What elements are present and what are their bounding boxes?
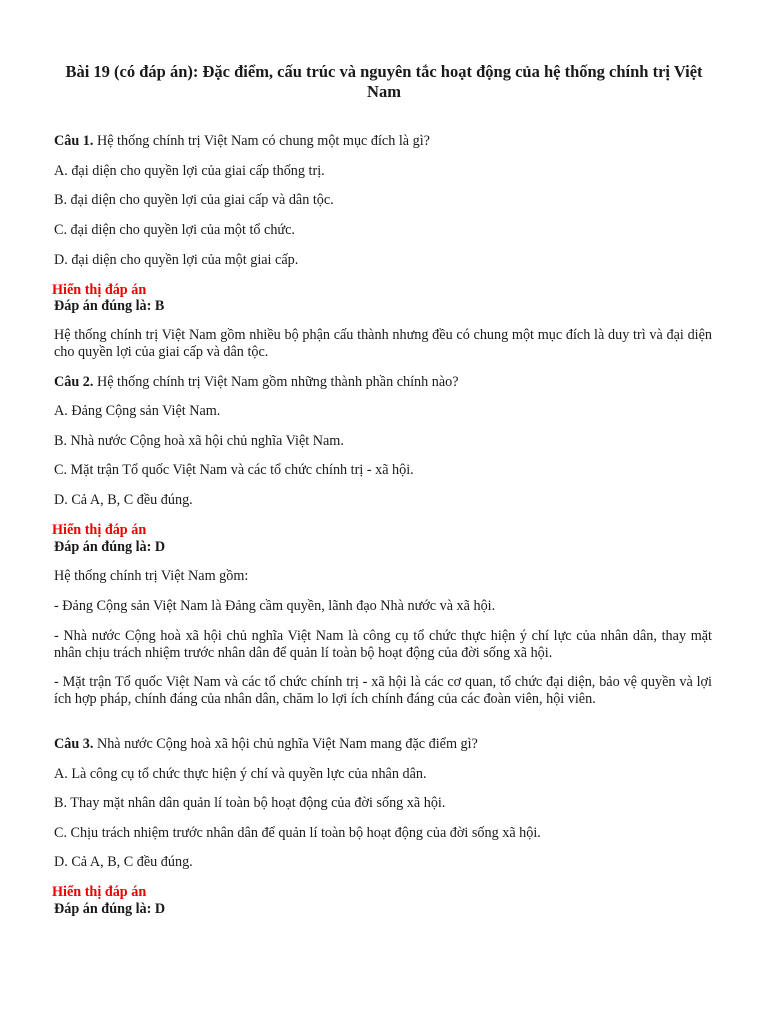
option-a: A. đại diện cho quyền lợi của giai cấp thống trị. (54, 163, 325, 179)
option-d: D. Cả A, B, C đều đúng. (54, 492, 193, 508)
question-number: Câu 3. (54, 736, 94, 752)
option-a: A. Đảng Cộng sản Việt Nam. (54, 403, 221, 419)
question-text: Hệ thống chính trị Việt Nam gồm những thành phần chính nào? (93, 374, 459, 390)
show-answer-link[interactable]: Hiển thị đáp án (52, 522, 147, 538)
option-b: B. đại diện cho quyền lợi của giai cấp và dân tộc. (54, 192, 334, 208)
option-b: B. Thay mặt nhân dân quản lí toàn bộ hoạt động của đời sống xã hội. (54, 795, 446, 811)
explanation-paragraph: Hệ thống chính trị Việt Nam gồm nhiều bộ phận cấu thành nhưng đều có chung một mục đích là duy trì và đại diện cho quyền lợi của giai cấp và dân tộc. (54, 327, 712, 360)
question-2 (54, 374, 459, 391)
question-text: Hệ thống chính trị Việt Nam có chung một mục đích là gì? (93, 133, 430, 149)
option-c: C. Mặt trận Tổ quốc Việt Nam và các tổ chức chính trị - xã hội. (54, 462, 414, 478)
question-number: Câu 2. (54, 374, 94, 390)
correct-answer: Đáp án đúng là: D (54, 539, 166, 555)
option-d: D. đại diện cho quyền lợi của một giai cấp. (54, 252, 299, 268)
explanation-paragraph: - Mặt trận Tổ quốc Việt Nam và các tổ chức chính trị - xã hội là các cơ quan, tổ chức đại diện, bảo vệ quyền và lợi ích hợp pháp, chính đáng của nhân dân, chăm lo lợi ích chính đáng của các đoàn viên, hội viên. (54, 674, 712, 707)
explanation-paragraph: Hệ thống chính trị Việt Nam gồm: (54, 568, 249, 584)
show-answer-link[interactable]: Hiển thị đáp án (52, 884, 147, 900)
question-3 (54, 736, 478, 753)
explanation-paragraph: - Đảng Cộng sản Việt Nam là Đảng cầm quyền, lãnh đạo Nhà nước và xã hội. (54, 598, 496, 614)
option-b: B. Nhà nước Cộng hoà xã hội chủ nghĩa Việt Nam. (54, 433, 344, 449)
question-text: Nhà nước Cộng hoà xã hội chủ nghĩa Việt Nam mang đặc điểm gì? (93, 736, 478, 752)
option-c: C. Chịu trách nhiệm trước nhân dân để quản lí toàn bộ hoạt động của đời sống xã hội. (54, 825, 541, 841)
explanation-paragraph: - Nhà nước Cộng hoà xã hội chủ nghĩa Việt Nam là công cụ tổ chức thực hiện ý chí lực của nhân dân, thay mặt nhân chịu trách nhiệm trước nhân dân để quản lí toàn bộ hoạt động của đời sống xã hội. (54, 628, 712, 661)
show-answer-link[interactable]: Hiển thị đáp án (52, 282, 147, 298)
option-a: A. Là công cụ tổ chức thực hiện ý chí và quyền lực của nhân dân. (54, 766, 427, 782)
correct-answer: Đáp án đúng là: B (54, 298, 165, 314)
question-1 (54, 133, 430, 150)
correct-answer: Đáp án đúng là: D (54, 901, 166, 917)
page-title: Bài 19 (có đáp án): Đặc điểm, cấu trúc và nguyên tắc hoạt động của hệ thống chính trị Việt Nam (65, 62, 703, 101)
question-number: Câu 1. (54, 133, 94, 149)
option-d: D. Cả A, B, C đều đúng. (54, 854, 193, 870)
option-c: C. đại diện cho quyền lợi của một tổ chức. (54, 222, 295, 238)
